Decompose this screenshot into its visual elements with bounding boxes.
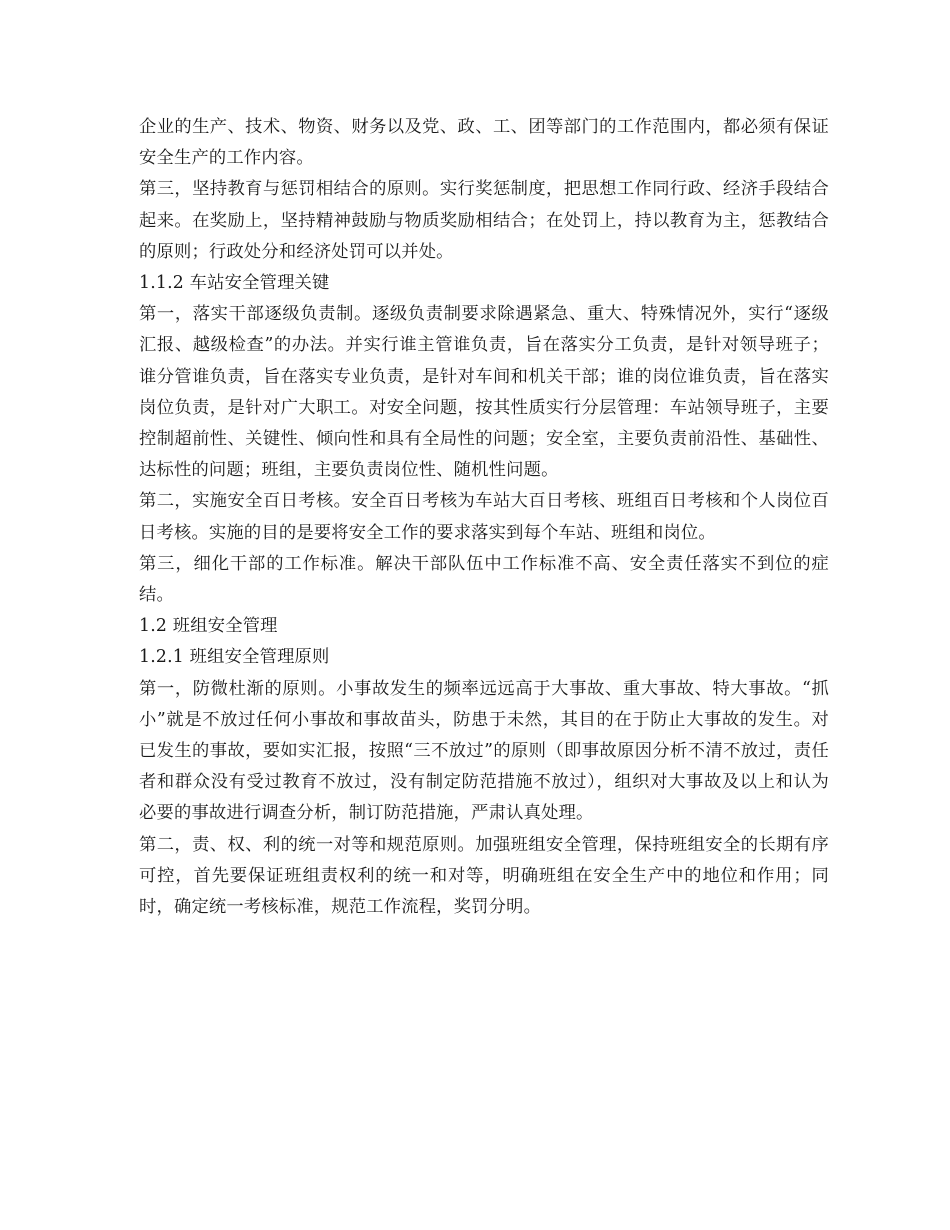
heading-1-2-1: 1.2.1 班组安全管理原则	[139, 647, 330, 668]
paragraph-cadre-responsibility: 第一，落实干部逐级负责制。逐级负责制要求除遇紧急、重大、特殊情况外，实行“逐级汇报、越级检查”的办法。并实行谁主管谁负责，旨在落实分工负责，是针对领导班子；谁分管谁负责，旨在落实专业负责，是针对车间和机关干部；谁的岗位谁负责，旨在落实岗位负责，是针对广大职工。对安全问题，按其性质实行分层管理：车站领导班子，主要控制超前性、关键性、倾向性和具有全局性的问题；安全室，主要负责前沿性、基础性、达标性的问题；班组，主要负责岗位性、随机性问题。	[139, 304, 829, 481]
paragraph-safety-scope: 企业的生产、技术、物资、财务以及党、政、工、团等部门的工作范围内，都必须有保证安全生产的工作内容。	[139, 117, 829, 169]
paragraph-responsibility-principle: 第二，责、权、利的统一对等和规范原则。加强班组安全管理，保持班组安全的长期有序可控，首先要保证班组责权利的统一和对等，明确班组在安全生产中的地位和作用；同时，确定统一考核标准，规范工作流程，奖罚分明。	[139, 834, 829, 918]
heading-1-1-2: 1.1.2 车站安全管理关键	[139, 273, 330, 294]
paragraph-education-punishment: 第三，坚持教育与惩罚相结合的原则。实行奖惩制度，把思想工作同行政、经济手段结合起来。在奖励上，坚持精神鼓励与物质奖励相结合；在处罚上，持以教育为主，惩教结合的原则；行政处分和经济处罚可以并处。	[139, 179, 829, 262]
heading-1-2: 1.2 班组安全管理	[139, 616, 278, 637]
paragraph-work-standards: 第三，细化干部的工作标准。解决干部队伍中工作标准不高、安全责任落实不到位的症结。	[139, 553, 829, 606]
paragraph-prevention-principle: 第一，防微杜渐的原则。小事故发生的频率远远高于大事故、重大事故、特大事故。“抓小”就是不放过任何小事故和事故苗头，防患于未然，其目的在于防止大事故的发生。对已发生的事故，要如实汇报，按照“三不放过”的原则（即事故原因分析不清不放过，责任者和群众没有受过教育不放过，没有制定防范措施不放过），组织对大事故及以上和认为必要的事故进行调查分析，制订防范措施，严肃认真处理。	[139, 678, 829, 824]
paragraph-hundred-day-assessment: 第二，实施安全百日考核。安全百日考核为车站大百日考核、班组百日考核和个人岗位百日考核。实施的目的是要将安全工作的要求落实到每个车站、班组和岗位。	[139, 491, 829, 543]
document-body	[139, 112, 829, 923]
